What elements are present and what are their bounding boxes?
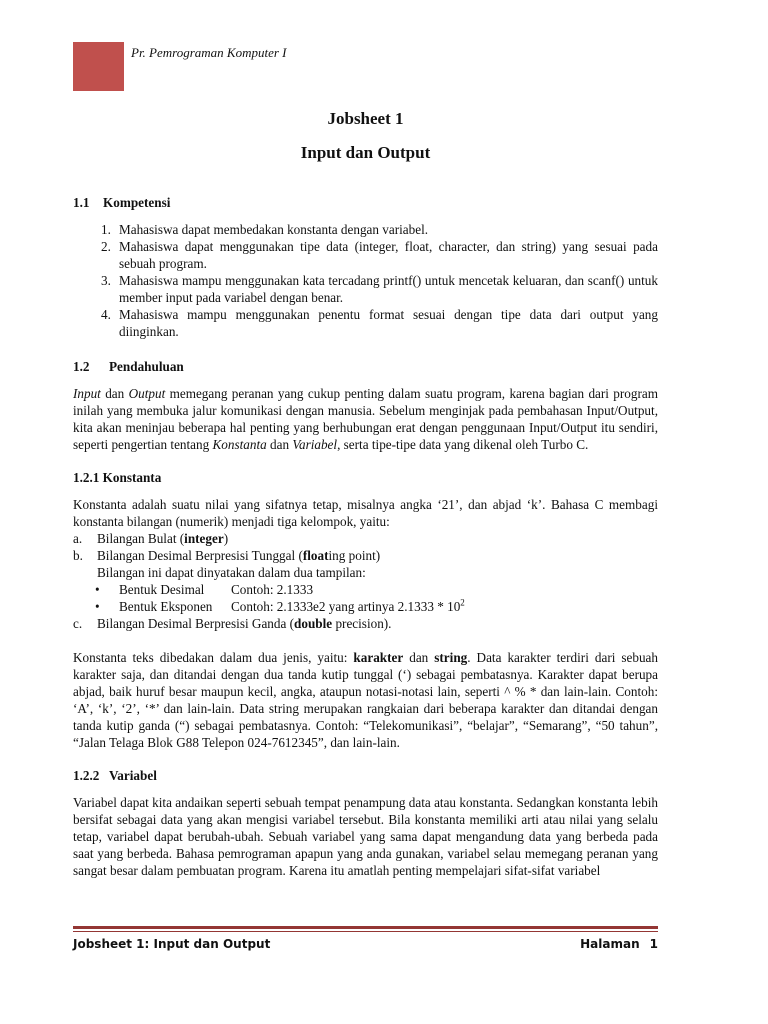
pendahuluan-paragraph: Input dan Output memegang peranan yang cukup penting dalam suatu program, karena bagian dari program inilah yang membuka jalur komunikasi dengan manusia. Sebelum menginjak pada pembahasan Input/Output, kita akan meninjau beberapa hal penting yang berhubungan erat dengan penggunaan Input/Output itu sendiri, seperti pengertian tentang Konstanta dan Variabel, serta tipe-tipe data yang dikenal oleh Turbo C.	[73, 386, 658, 452]
list-item: b. Bilangan Desimal Berpresisi Tunggal (floating point)	[73, 548, 381, 563]
page-number: 1	[649, 937, 658, 951]
list-note: Bilangan ini dapat dinyatakan dalam dua tampilan:	[97, 565, 366, 580]
section-number: 1.2.2	[73, 768, 100, 783]
section-kompetensi-heading	[73, 194, 658, 211]
konstanta-types-list-cont	[73, 615, 658, 632]
section-number: 1.1	[73, 195, 90, 210]
list-item: 2. Mahasiswa dapat menggunakan tipe data (integer, float, character, dan string) yang sesuai pada sebuah program.	[101, 239, 658, 271]
jobsheet-title: Jobsheet 1	[327, 109, 404, 128]
list-item: a. Bilangan Bulat (integer)	[73, 531, 229, 546]
section-number: 1.2	[73, 359, 90, 374]
jobsheet-subtitle: Input dan Output	[300, 143, 431, 162]
course-title: Pr. Pemrograman Komputer I	[131, 45, 287, 60]
document-body	[73, 108, 658, 879]
konstanta-teks-paragraph: Konstanta teks dibedakan dalam dua jenis, yaitu: karakter dan string. Data karakter terdiri dari sebuah karakter saja, dan ditandai dengan dua tanda kutip tunggal (‘) sebagai pembatasnya. Karakter dapat berupa abjad, baik huruf besar maupun kecil, angka, ataupun notasi-notasi lain, seperti ^ % * dan lain-lain. Contoh: ‘A’, ‘k’, ‘2’, ‘*’ dan lain-lain. Data string merupakan rangkaian dari beberapa karakter dan ditandai dengan tanda kutip ganda (“) sebagai pembatasnya. Contoh: “Telekomunikasi”, “belajar”, “Semarang”, “50 tahun”, “Jalan Telaga Blok G88 Telepon 024-7612345”, dan lain-lain.	[73, 650, 658, 750]
kompetensi-list	[73, 221, 658, 340]
variabel-paragraph: Variabel dapat kita andaikan seperti sebuah tempat penampung data atau konstanta. Sedangkan konstanta lebih bersifat sebagai data yang akan mengisi variabel tersebut. Bila konstanta memiliki arti atau nilai yang selalu tetap, variabel dapat berubah-ubah. Sebuah variabel yang sama dapat mengandung data yang berbeda pada saat yang berbeda. Bahasa pemrograman apapun yang anda gunakan, variabel selau memegang peranan yang sangat besar dalam pembuatan program. Karena itu amatlah penting mempelajari sifat-sifat variabel	[73, 795, 658, 878]
list-item: 4. Mahasiswa mampu menggunakan penentu format sesuai dengan tipe data dari output yang diinginkan.	[101, 307, 658, 339]
footer-page: Halaman 1	[580, 937, 658, 951]
header-logo-block	[73, 42, 124, 91]
section-title: Variabel	[109, 768, 157, 783]
float-format-list	[73, 581, 658, 615]
section-pendahuluan-heading	[73, 358, 658, 375]
list-item: 3. Mahasiswa mampu menggunakan kata tercadang printf() untuk mencetak keluaran, dan scanf() untuk member input pada variabel dengan benar.	[101, 273, 658, 305]
footer-rule-thick	[73, 926, 658, 929]
footer-rule-thin	[73, 931, 658, 932]
section-variabel-heading	[73, 767, 658, 784]
section-title: Kompetensi	[103, 195, 171, 210]
section-title: Pendahuluan	[109, 359, 184, 374]
list-item: • Bentuk Desimal Contoh: 2.1333	[95, 582, 314, 597]
konstanta-types-list	[73, 530, 658, 581]
list-item: 1. Mahasiswa dapat membedakan konstanta dengan variabel.	[101, 222, 429, 237]
list-item: • Bentuk Eksponen Contoh: 2.1333e2 yang artinya $2.1333 * 10^2$	[95, 597, 465, 614]
konstanta-intro: Konstanta adalah suatu nilai yang sifatnya tetap, misalnya angka ‘21’, dan abjad ‘k’. Bahasa C membagi konstanta bilangan (numerik) menjadi tiga kelompok, yaitu:	[73, 497, 658, 529]
footer-title: Jobsheet 1: Input dan Output	[73, 937, 271, 951]
section-konstanta-heading: 1.2.1 Konstanta	[73, 470, 162, 485]
page-footer	[73, 935, 658, 953]
list-item: c. Bilangan Desimal Berpresisi Ganda (double precision).	[73, 616, 392, 631]
